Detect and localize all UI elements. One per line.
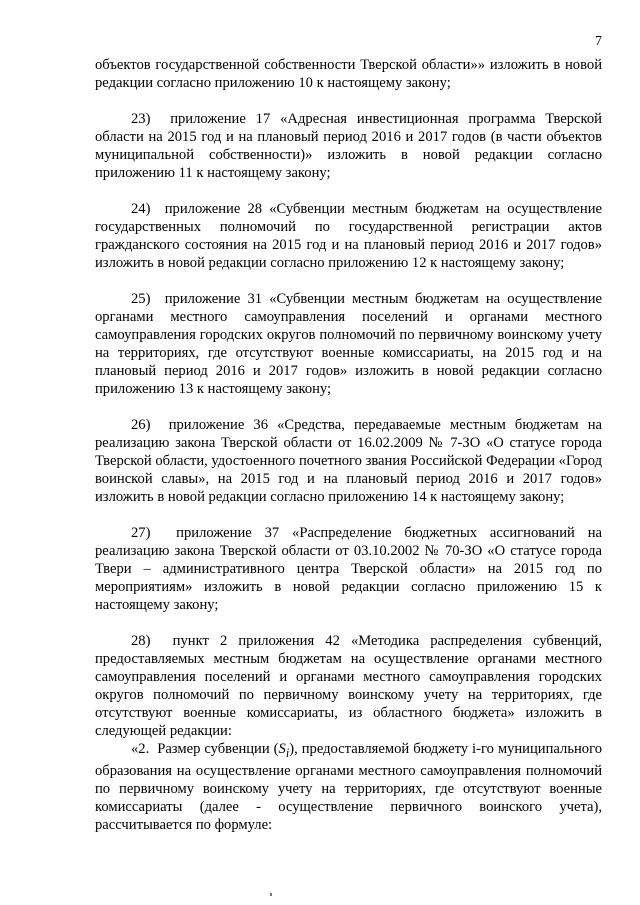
list-item-26: 26) приложение 36 «Средства, передаваемые местным бюджетам на реализацию закона Тверской области от 16.02.2009 № 7-ЗО «О статусе города Тверской области, удостоенного почетного звания Российской Федерации «Город воинской славы», на 2015 год и на плановый период 2016 и 2017 годов» изложить в новой редакции согласно приложению 14 к настоящему закону; [95, 417, 602, 505]
document-body [95, 56, 602, 834]
list-item-23: 23) приложение 17 «Адресная инвестиционная программа Тверской области на 2015 год и на плановый период 2016 и 2017 годов (в части объектов муниципальной собственности)» изложить в новой редакции согласно приложению 11 к настоящему закону; [95, 111, 602, 181]
formula-symbol: S [278, 741, 286, 757]
page-number: 7 [595, 34, 602, 49]
paragraph-continuation: объектов государственной собственности Тверской области»» изложить в новой редакции согласно приложению 10 к настоящему закону; [95, 57, 602, 91]
scan-artifact [270, 893, 272, 896]
list-item-28: 28) пункт 2 приложения 42 «Методика распределения субвенций, предоставляемых местным бюджетам на осуществление органами местного самоуправления поселений и органами местного самоуправления городских округов полномочий по первичному воинскому учету на территориях, где отсутствуют военные комиссариаты, из областного бюджета» изложить в следующей редакции: [95, 633, 602, 739]
quoted-clause-2 [95, 740, 602, 834]
quote-text-after: ), предоставляемой бюджету i-го муниципального образования на осуществление органами местного самоуправления полномочий по первичному воинскому учету на территориях, где отсутствуют военные комиссариаты (далее - осуществление первичного воинского учета), рассчитывается по формуле: [95, 741, 602, 833]
quote-text-before: «2. Размер субвенции ( [131, 741, 279, 757]
formula-subscript: i [285, 745, 290, 760]
list-item-24: 24) приложение 28 «Субвенции местным бюджетам на осуществление государственных полномочий по государственной регистрации актов гражданского состояния на 2015 год и на плановый период 2016 и 2017 годов» изложить в новой редакции согласно приложению 12 к настоящему закону; [95, 201, 602, 271]
list-item-27: 27) приложение 37 «Распределение бюджетных ассигнований на реализацию закона Тверской области от 03.10.2002 № 70-ЗО «О статусе города Твери – административного центра Тверской области» на 2015 год по мероприятиям» изложить в новой редакции согласно приложению 15 к настоящему закону; [95, 525, 602, 613]
list-item-25: 25) приложение 31 «Субвенции местным бюджетам на осуществление органами местного самоуправления поселений и органами местного самоуправления городских округов полномочий по первичному воинскому учету на территориях, где отсутствуют военные комиссариаты, на 2015 год и на плановый период 2016 и 2017 годов» изложить в новой редакции согласно приложению 13 к настоящему закону; [95, 291, 602, 397]
